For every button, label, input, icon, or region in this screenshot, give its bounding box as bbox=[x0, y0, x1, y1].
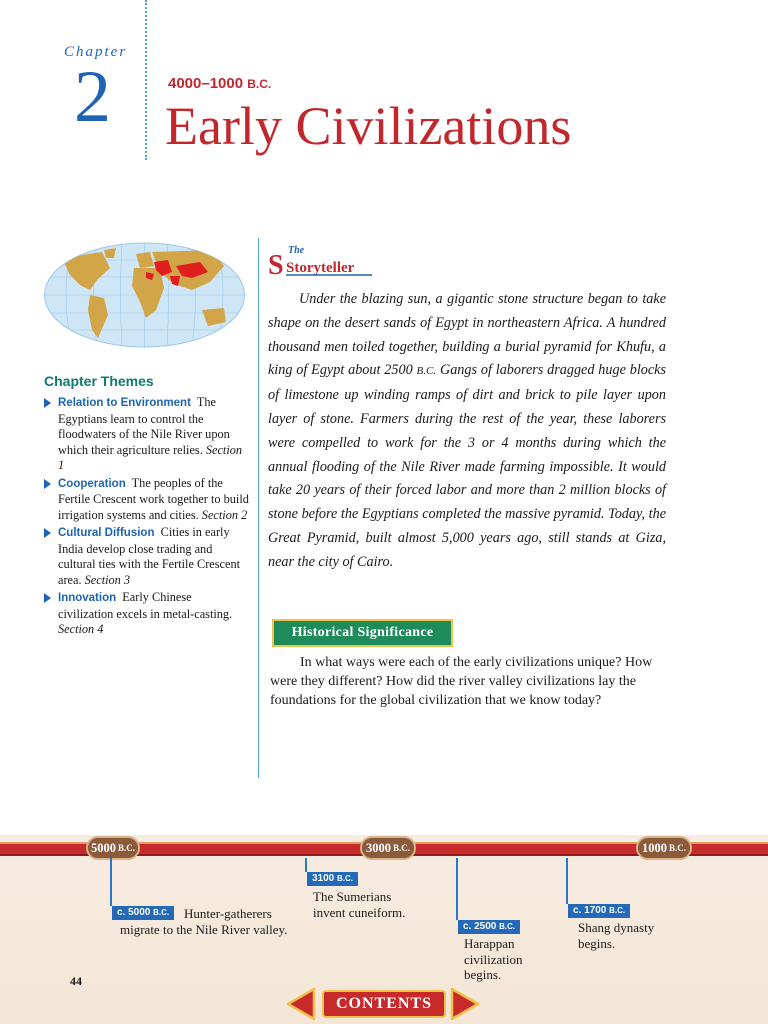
theme-name: Innovation bbox=[58, 592, 117, 604]
event-text: Shang dynasty begins. bbox=[578, 920, 655, 951]
marker-year: 3000 bbox=[365, 840, 391, 855]
date-range-main: 4000–1000 bbox=[168, 75, 244, 92]
theme-name: Cooperation bbox=[58, 477, 126, 490]
world-map-icon bbox=[42, 240, 247, 350]
marker-era: B.C. bbox=[392, 843, 410, 853]
event-era: B.C. bbox=[499, 922, 516, 931]
theme-item bbox=[44, 395, 249, 474]
timeline-connector bbox=[110, 858, 112, 906]
event-era: B.C. bbox=[337, 874, 354, 883]
marker-year: 1000 bbox=[641, 840, 667, 855]
theme-text: The peoples of the Fertile Crescent work together to build irrigation systems and cities. bbox=[58, 475, 249, 522]
contents-button[interactable] bbox=[322, 990, 446, 1018]
storyteller-logo-text: Storyteller bbox=[286, 260, 355, 276]
theme-section: Section 4 bbox=[58, 622, 104, 636]
triangle-bullet-icon bbox=[44, 398, 51, 408]
event-date: c. 1700 bbox=[573, 905, 607, 916]
marker-year: 5000 bbox=[90, 840, 116, 855]
event-date-tag bbox=[458, 920, 520, 934]
triangle-bullet-icon bbox=[44, 593, 51, 603]
event-text: The Sumerians invent cuneiform. bbox=[313, 889, 406, 920]
column-divider bbox=[258, 238, 259, 778]
date-range-era: B.C. bbox=[247, 77, 272, 91]
storyteller-body bbox=[268, 288, 666, 575]
triangle-bullet-icon bbox=[44, 528, 51, 538]
storyteller-logo-small: The bbox=[288, 245, 305, 256]
historical-question-text: In what ways were each of the early civilizations unique? How were they different? How did the river valley civilizations lay the foundations for the global civilization that we know today? bbox=[270, 655, 653, 708]
timeline-marker bbox=[86, 836, 140, 860]
theme-text: Cities in early India develop close trading and cultural ties with the Fertile Crescent area. bbox=[58, 525, 241, 587]
chapter-title: Early Civilizations bbox=[165, 96, 572, 156]
theme-name: Relation to Environment bbox=[58, 397, 191, 409]
theme-item bbox=[44, 525, 249, 588]
marker-era: B.C. bbox=[117, 843, 135, 853]
timeline-marker bbox=[636, 836, 692, 860]
event-era: B.C. bbox=[153, 908, 170, 917]
story-text-part2: Gangs of laborers dragged huge blocks of limestone up winding ramps of dirt and brick to pile layer upon layer of stone. Farmers during the rest of the year, these laborers were compelled to work for the 3 or 4 months during which the annual flooding of the Nile River made farming impossible. It would take 20 years of their forced labor and more than 2 million blocks of stone before the Egyptians completed the massive pyramid. Today, the Great Pyramid, built almost 5,000 years ago, still stands at Giza, near the city of Cairo. bbox=[268, 362, 666, 570]
historical-question bbox=[270, 653, 670, 710]
theme-text: The Egyptians learn to control the floodwaters of the Nile River upon which their agriculture relies. bbox=[58, 395, 230, 457]
theme-name: Cultural Diffusion bbox=[58, 527, 155, 539]
theme-section: Section 1 bbox=[58, 442, 243, 472]
arrow-left-icon[interactable] bbox=[286, 987, 316, 1021]
triangle-bullet-icon bbox=[44, 479, 51, 489]
svg-text:S: S bbox=[268, 250, 284, 278]
event-date-tag bbox=[568, 904, 630, 918]
event-date: c. 2500 bbox=[463, 921, 497, 932]
chapter-themes-heading: Chapter Themes bbox=[44, 373, 154, 389]
event-date: 3100 bbox=[312, 873, 335, 884]
arrow-right-icon[interactable] bbox=[450, 987, 480, 1021]
dotted-divider bbox=[145, 0, 147, 160]
theme-section: Section 3 bbox=[84, 572, 131, 587]
historical-significance-box bbox=[272, 619, 453, 647]
chapter-themes bbox=[44, 373, 249, 640]
event-text: Harappan civilization begins. bbox=[464, 936, 523, 982]
storyteller-logo bbox=[268, 242, 388, 278]
historical-significance-label: Historical Significance bbox=[291, 625, 434, 640]
chapter-word: Chapter bbox=[64, 44, 128, 60]
timeline-connector bbox=[456, 858, 458, 920]
theme-item bbox=[44, 476, 249, 524]
event-era: B.C. bbox=[609, 906, 626, 915]
contents-label: CONTENTS bbox=[335, 995, 433, 1012]
story-era: B.C. bbox=[416, 365, 437, 378]
page-number: 44 bbox=[70, 974, 82, 988]
event-date-tag bbox=[307, 872, 358, 886]
event-date: c. 5000 bbox=[117, 907, 151, 918]
theme-section: Section 2 bbox=[201, 507, 248, 522]
date-range bbox=[168, 75, 271, 92]
timeline-connector bbox=[305, 858, 307, 872]
story-text-part1: Under the blazing sun, a gigantic stone structure began to take shape on the desert sands of Egypt in northeastern Africa. A hundred thousand men toiled together, building a burial pyramid for Khufu, a king of Egypt about 2500 bbox=[268, 291, 666, 379]
timeline-connector bbox=[566, 858, 568, 904]
event-text: Hunter-gatherers migrate to the Nile River valley. bbox=[120, 906, 288, 937]
marker-era: B.C. bbox=[668, 843, 686, 853]
theme-text: Early Chinese civilization excels in metal-casting. bbox=[58, 590, 233, 621]
timeline-marker bbox=[360, 836, 416, 860]
theme-item bbox=[44, 590, 249, 638]
chapter-number: 2 bbox=[74, 56, 111, 138]
